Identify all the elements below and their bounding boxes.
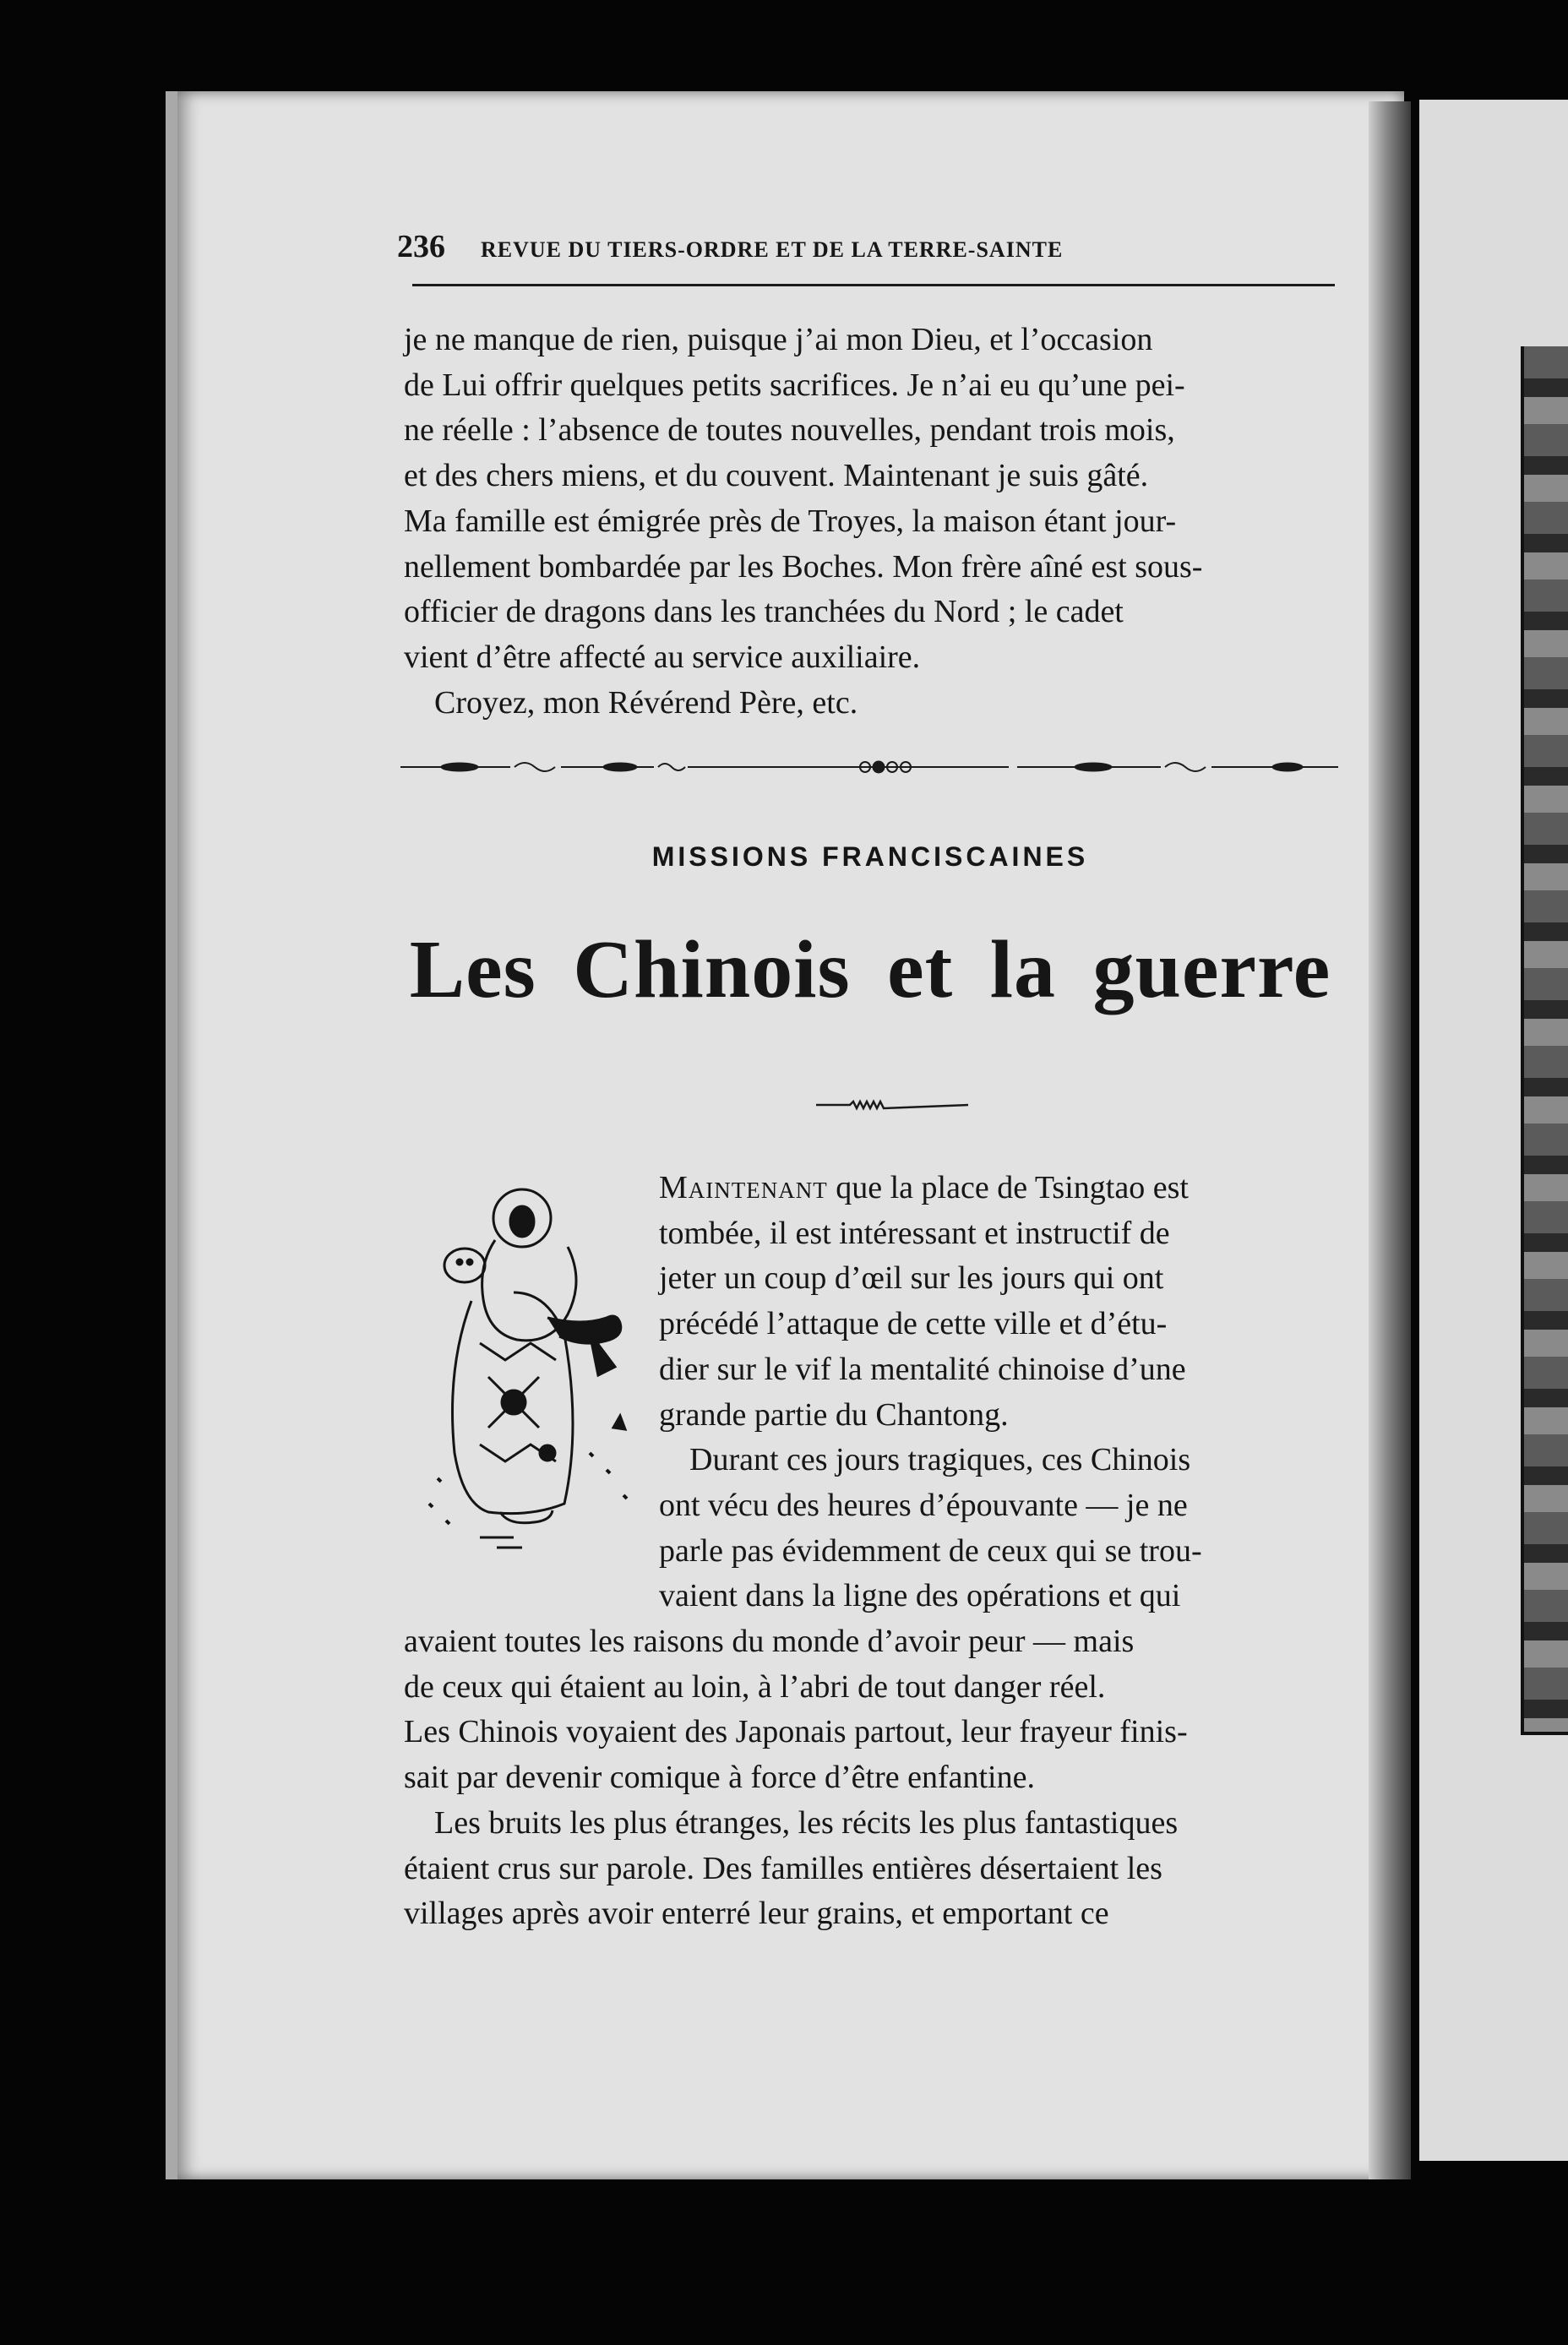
text-line: villages après avoir enterré leur grains, et emportant ce bbox=[404, 1896, 1109, 1932]
text-line: Ma famille est émigrée près de Troyes, la maison étant jour- bbox=[404, 503, 1177, 539]
letter-ending bbox=[404, 318, 1337, 726]
text-line: nellement bombardée par les Boches. Mon frère aîné est sous- bbox=[404, 548, 1203, 585]
text-line: officier de dragons dans les tranchées du Nord ; le cadet bbox=[404, 594, 1124, 630]
journal-title: REVUE DU TIERS-ORDRE ET DE LA TERRE-SAINTE bbox=[481, 237, 1064, 262]
text-line: vient d’être affecté au service auxiliaire. bbox=[404, 639, 921, 675]
header-rule bbox=[412, 284, 1335, 286]
facing-page-photograph bbox=[1521, 346, 1568, 1735]
text-line: précédé l’attaque de cette ville et d’étu- bbox=[659, 1306, 1168, 1342]
text-line-rest: que la place de Tsingtao est bbox=[827, 1170, 1189, 1205]
text-line: ont vécu des heures d’épouvante — je ne bbox=[659, 1487, 1188, 1523]
text-line: Les bruits les plus étranges, les récits les plus fantastiques bbox=[434, 1804, 1179, 1841]
article-title: Les Chinois et la guerre bbox=[409, 924, 1331, 1015]
text-line: parle pas évidemment de ceux qui se trou- bbox=[659, 1532, 1202, 1569]
article-full-width-text bbox=[404, 1619, 1337, 1937]
running-head bbox=[397, 228, 1343, 265]
text-line: de ceux qui étaient au loin, à l’abri de tout danger réel. bbox=[404, 1668, 1106, 1705]
text-line: grande partie du Chantong. bbox=[659, 1396, 1009, 1433]
text-line: Durant ces jours tragiques, ces Chinois bbox=[689, 1442, 1191, 1478]
text-line: de Lui offrir quelques petits sacrifices. Je n’ai eu qu’une pei- bbox=[404, 367, 1185, 403]
page-number: 236 bbox=[397, 229, 445, 264]
text-line: étaient crus sur parole. Des familles entières désertaient les bbox=[404, 1850, 1162, 1886]
title-squiggle-ornament-icon bbox=[816, 1095, 968, 1112]
text-line: avaient toutes les raisons du monde d’avoir peur — mais bbox=[404, 1624, 1135, 1659]
text-line: jeter un coup d’œil sur les jours qui ont bbox=[659, 1260, 1164, 1297]
text-line bbox=[659, 1166, 1337, 1211]
text-line: vaient dans la ligne des opérations et qui bbox=[659, 1578, 1181, 1614]
page-gutter bbox=[1369, 101, 1411, 2179]
text-line: tombée, il est intéressant et instructif de bbox=[659, 1215, 1170, 1251]
text-line: dier sur le vif la mentalité chinoise d’une bbox=[659, 1351, 1186, 1387]
decorative-rule-ornament-icon bbox=[400, 755, 1338, 779]
chinese-mother-with-child-illustration-icon bbox=[421, 1174, 666, 1563]
letter-closing: Croyez, mon Révérend Père, etc. bbox=[434, 684, 858, 721]
text-line: sait par devenir comique à force d’être enfantine. bbox=[404, 1760, 1035, 1796]
text-line: et des chers miens, et du couvent. Maintenant je suis gâté. bbox=[404, 458, 1149, 494]
text-line: je ne manque de rien, puisque j’ai mon Dieu, et l’occasion bbox=[404, 322, 1153, 357]
section-label: MISSIONS FRANCISCAINES bbox=[651, 841, 1089, 872]
text-line: Les Chinois voyaient des Japonais partout, leur frayeur finis- bbox=[404, 1714, 1188, 1750]
lead-word: Maintenant bbox=[659, 1170, 828, 1205]
text-line: ne réelle : l’absence de toutes nouvelles, pendant trois mois, bbox=[404, 412, 1175, 449]
article-column-text bbox=[659, 1166, 1337, 1619]
